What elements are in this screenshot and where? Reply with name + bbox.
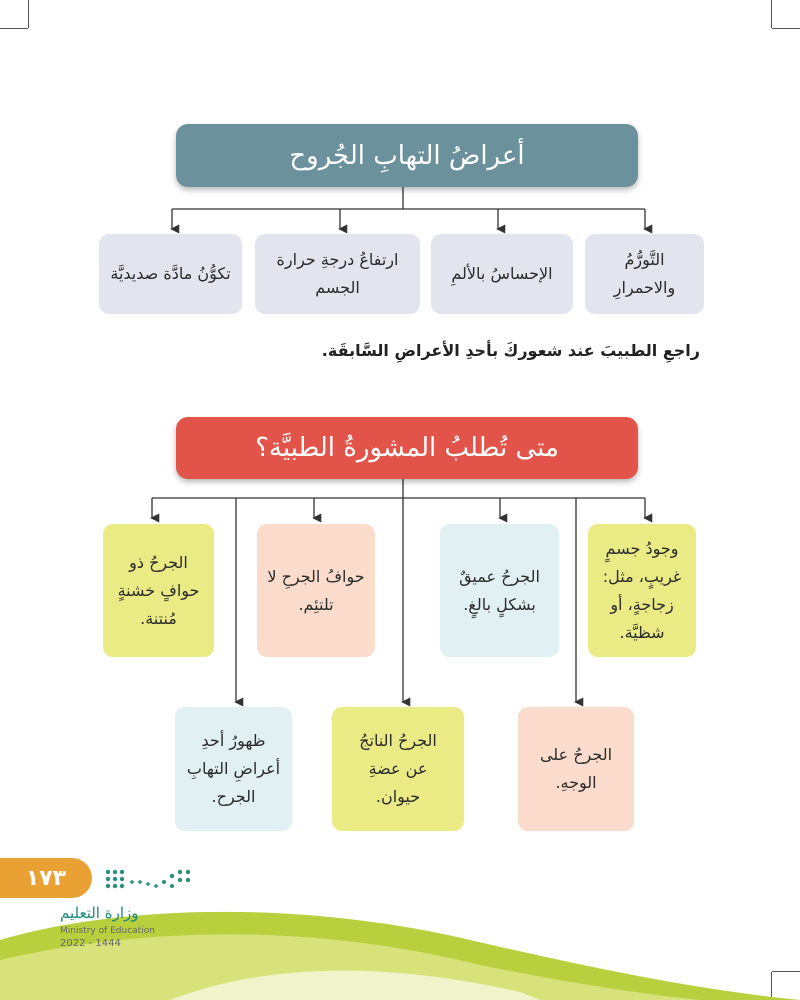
symptom-label: التَّورُّمُ والاحمرارِ [613,250,676,297]
doctor-note: راجعِ الطبيبَ عند شعوركَ بأحدِ الأعراضِ السَّابقَة. [321,341,700,360]
consult-case-box [518,707,634,831]
case-text [359,727,437,811]
case-line: الجرح. [211,787,256,806]
case-text [459,563,540,619]
case-text [603,535,682,647]
consult-case-box [332,707,464,831]
consult-case-box [257,524,375,657]
symptom-label: ارتفاعُ درجةِ حرارة الجسم [276,250,399,297]
case-line: الجرحُ عميقٌ [459,566,540,586]
case-line: حوافُ الجرحِ لا [267,566,365,586]
ministry-logo [102,866,194,896]
ministry-name-en: Ministry of Education [60,926,155,936]
symptom-label: تكوُّنُ مادَّة صديديَّة [110,264,231,283]
case-line: تلتئِم. [298,594,334,614]
consult-case-box [440,524,559,657]
symptoms-title-text: أعراضُ التهابِ الجُروح [289,140,525,171]
case-line: حوافٍ خشنةٍ [117,580,200,600]
case-line: أعراضِ التهابِ [186,759,281,778]
case-line: وجودُ جسمٍ [605,538,679,558]
symptom-label: الإحساسُ بالألمِ [451,264,553,283]
case-line: بشكلٍ بالغٍ. [463,594,536,614]
symptom-box [585,234,704,314]
case-text [267,563,364,619]
case-line: عن عضةِ [368,759,428,778]
case-line: الجرحُ على [539,745,613,764]
symptom-box [99,234,242,314]
consult-case-box [175,707,292,831]
page-number-tab [0,858,92,898]
case-line: مُنتنة. [140,608,177,628]
case-line: زجاجةٍ، أو [610,594,674,614]
case-line: الجرحُ ذو [129,552,188,572]
symptoms-title [176,124,638,187]
page-number: ١٧٣ [25,865,67,891]
case-text [540,741,612,797]
consult-title-text: متى تُطلبُ المشورةُ الطبيَّة؟ [255,433,559,463]
case-line: غريبٍ، مثل: [602,566,682,586]
ministry-year: 2022 - 1444 [60,938,121,949]
symptom-box [431,234,573,314]
case-text [187,727,280,811]
case-line: حيوان. [375,787,421,806]
symptom-box [255,234,420,314]
consult-title [176,417,638,479]
case-line: ظهورُ أحدِ [201,731,266,750]
case-line: الوجهِ. [555,773,597,792]
ministry-name-ar: وزارة التعليم [60,904,139,922]
case-line: شظيَّة. [619,622,665,642]
consult-case-box [588,524,696,657]
case-line: الجرحُ الناتجُ [359,731,437,750]
consult-case-box [103,524,214,657]
case-text [118,549,200,633]
